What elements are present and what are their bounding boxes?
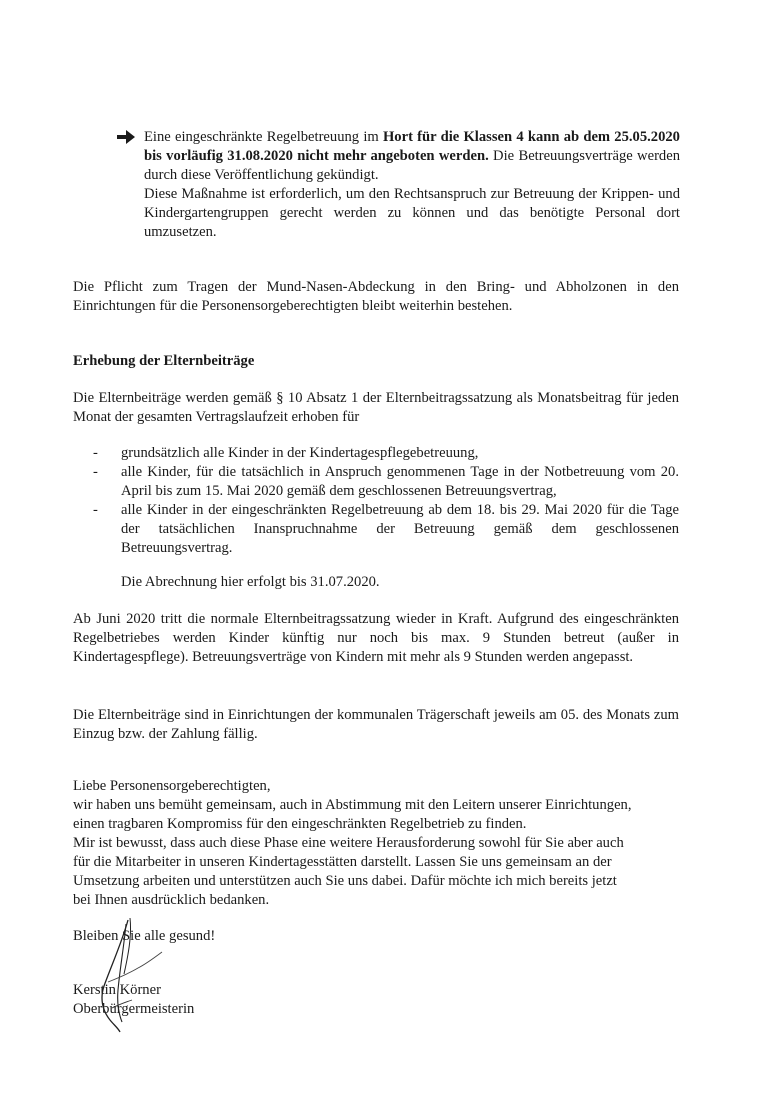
closing-paragraph <box>73 777 683 910</box>
closing-line: für die Mitarbeiter in unseren Kindertagesstätten darstellt. Lassen Sie uns gemeinsam an der <box>73 854 612 870</box>
list-dash: - <box>93 445 98 461</box>
list-item: - alle Kinder in der eingeschränkten Regelbetreuung ab dem 18. bis 29. Mai 2020 für die Tage der tatsächlichen Inanspruchnahme der Betreuung gemäß dem geschlossenen Betreuungsvertrag. <box>93 502 679 556</box>
closing-line: Liebe Personensorgeberechtigten, <box>73 778 271 794</box>
due-paragraph: Die Elternbeiträge sind in Einrichtungen der kommunalen Trägerschaft jeweils am 05. des Monats zum Einzug bzw. der Zahlung fällig. <box>73 707 679 742</box>
list-item: - grundsätzlich alle Kinder in der Kindertagespflegebetreuung, <box>93 445 479 461</box>
signer-title: Oberbürgermeisterin <box>73 1001 195 1017</box>
hort-notice <box>118 128 680 242</box>
signer-name: Kerstin Körner <box>73 982 161 998</box>
billing-note: Die Abrechnung hier erfolgt bis 31.07.2020. <box>121 574 380 590</box>
list-dash: - <box>93 502 98 518</box>
hort-notice-reason: Diese Maßnahme ist erforderlich, um den Rechtsanspruch zur Betreuung der Krippen- und Kindergartengruppen gerecht werden zu können und das benötigte Personal dort umzusetzen. <box>144 186 680 240</box>
mask-paragraph: Die Pflicht zum Tragen der Mund-Nasen-Abdeckung in den Bring- und Abholzonen in den Einrichtungen für die Personensorgeberechtigten bleibt weiterhin bestehen. <box>73 279 679 314</box>
signoff: Bleiben Sie alle gesund! <box>73 928 216 944</box>
closing-line: einen tragbaren Kompromiss für den eingeschränkten Regelbetrieb zu finden. <box>73 816 527 832</box>
june-paragraph: Ab Juni 2020 tritt die normale Elternbeitragssatzung wieder in Kraft. Aufgrund des eingeschränkten Regelbetriebes werden Kinder künftig nur noch bis max. 9 Stunden betreut (außer in Kindertagespflege). Betreuungsverträge von Kindern mit mehr als 9 Stunden werden angepasst. <box>73 611 679 665</box>
closing-line: wir haben uns bemüht gemeinsam, auch in Abstimmung mit den Leitern unserer Einrichtungen, <box>73 797 632 813</box>
handwritten-signature <box>82 912 172 1034</box>
fees-intro: Die Elternbeiträge werden gemäß § 10 Absatz 1 der Elternbeitragssatzung als Monatsbeitrag für jeden Monat der gesamten Vertragslaufzeit erhoben für <box>73 390 679 425</box>
arrow-right-icon <box>116 129 136 145</box>
closing-line: Umsetzung arbeiten und unterstützen auch Sie uns dabei. Dafür möchte ich mich bereits jetzt <box>73 873 617 889</box>
section-heading: Erhebung der Elternbeiträge <box>73 353 255 369</box>
closing-line: bei Ihnen ausdrücklich bedanken. <box>73 892 270 908</box>
fee-list <box>93 444 679 558</box>
closing-line: Mir ist bewusst, dass auch diese Phase eine weitere Herausforderung sowohl für Sie aber auch <box>73 835 624 851</box>
hort-notice-text: Eine eingeschränkte Regelbetreuung im Hort für die Klassen 4 kann ab dem 25.05.2020 bis vorläufig 31.08.2020 nicht mehr angeboten werden. Die Betreuungsverträge werden durch diese Veröffentlichung gekündigt. Diese Maßnahme ist erforderlich, um den Rechtsanspruch zur Betreuung der Krippen- und Kindergartengruppen gerecht werden zu können und das benötigte Personal dort umzusetzen. <box>144 129 680 240</box>
list-dash: - <box>93 464 98 480</box>
list-item: - alle Kinder, für die tatsächlich in Anspruch genommenen Tage in der Notbetreuung vom 20. April bis zum 15. Mai 2020 gemäß dem geschlossenen Betreuungsvertrag, <box>93 464 679 499</box>
